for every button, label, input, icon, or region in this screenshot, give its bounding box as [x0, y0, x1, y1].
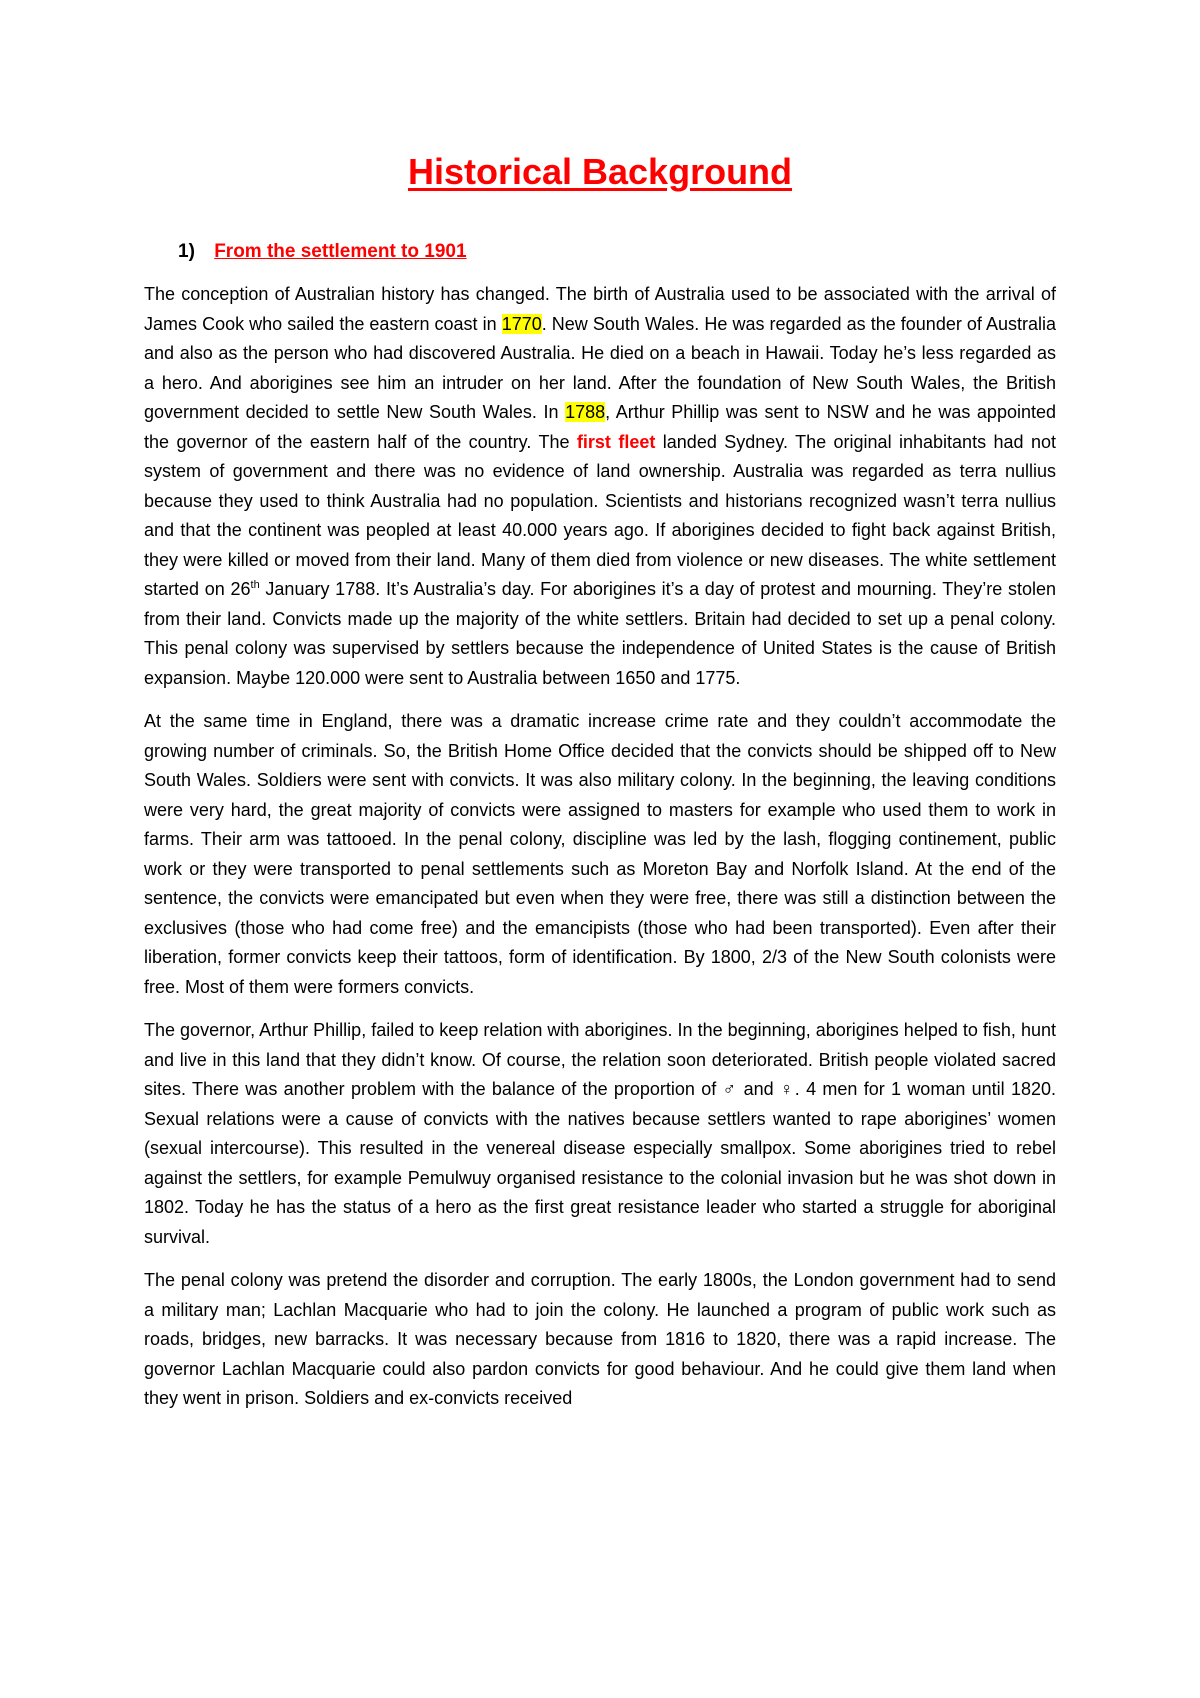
- paragraph-1-text-b: . New South Wales. He was regarded as the founder of Australia and also as the person who had discovered Australia. He died on a beach in Hawaii. Today he’s less regarded as a hero. And aborigines see him an intruder on her land. After the foundation of New South Wales, the British government decided to settle New South Wales. In: [144, 313, 1057, 422]
- section-heading: [178, 236, 1056, 268]
- paragraph-1: [144, 280, 1056, 693]
- paragraph-3: The governor, Arthur Phillip, failed to keep relation with aborigines. In the beginning, aborigines helped to fish, hunt and live in this land that they didn’t know. Of course, the relation soon deteriorated. British people violated sacred sites. There was another problem with the balance of the proportion of ♂ and ♀. 4 men for 1 woman until 1820. Sexual relations were a cause of convicts with the natives because settlers wanted to rape aborigines’ women (sexual intercourse). This resulted in the venereal disease especially smallpox. Some aborigines tried to rebel against the settlers, for example Pemulwuy organised resistance to the colonial invasion but he was shot down in 1802. Today he has the status of a hero as the first great resistance leader who started a struggle for aboriginal survival.: [144, 1020, 1056, 1247]
- paragraph-1-text-c: , Arthur Phillip was sent to NSW and he was appointed the governor of the eastern half of the country. The: [144, 402, 1057, 452]
- paragraph-2: At the same time in England, there was a dramatic increase crime rate and they couldn’t accommodate the growing number of criminals. So, the British Home Office decided that the convicts should be shipped off to New South Wales. Soldiers were sent with convicts. It was also military colony. In the beginning, the leaving conditions were very hard, the great majority of convicts were assigned to masters for example who used them to work in farms. Their arm was tattooed. In the penal colony, discipline was led by the lash, flogging continement, public work or they were transported to penal settlements such as Moreton Bay and Norfolk Island. At the end of the sentence, the convicts were emancipated but even when they were free, there was still a distinction between the exclusives (those who had come free) and the emancipists (those who had been transported). Even after their liberation, former convicts keep their tattoos, form of identification. By 1800, 2/3 of the New South colonists were free. Most of them were formers convicts.: [144, 711, 1056, 997]
- paragraph-1-text-d: landed Sydney. The original inhabitants had not system of government and there was no evidence of land ownership. Australia was regarded as terra nullius because they used to think Australia had no population. Scientists and historians recognized wasn’t terra nullius and that the continent was peopled at least 40.000 years ago. If aborigines decided to fight back against British, they were killed or moved from their land. Many of them died from violence or new diseases. The white settlement started on 26: [144, 431, 1056, 599]
- section-number: 1): [178, 241, 195, 262]
- highlighted-year-1770: 1770: [501, 313, 542, 334]
- paragraph-4: The penal colony was pretend the disorder and corruption. The early 1800s, the London government had to send a military man; Lachlan Macquarie who had to join the colony. He launched a program of public work such as roads, bridges, new barracks. It was necessary because from 1816 to 1820, there was a rapid increase. The governor Lachlan Macquarie could also pardon convicts for good behaviour. And he could give them land when they went in prison. Soldiers and ex-convicts received: [144, 1270, 1056, 1408]
- paragraph-1-text-e: January 1788. It’s Australia’s day. For aborigines it’s a day of protest and mourning. They’re stolen from their land. Convicts made up the majority of the white settlers. Britain had decided to set up a penal colony. This penal colony was supervised by settlers because the independence of United States is the cause of British expansion. Maybe 120.000 were sent to Australia between 1650 and 1775.: [144, 579, 1056, 688]
- section-title: From the settlement to 1901: [214, 241, 467, 262]
- document-title: Historical Background: [407, 151, 793, 192]
- ordinal-superscript: th: [250, 579, 260, 591]
- term-first-fleet: first fleet: [576, 431, 656, 452]
- paragraph-1-text-a: The conception of Australian history has changed. The birth of Australia used to be associated with the arrival of James Cook who sailed the eastern coast in: [144, 284, 1056, 334]
- highlighted-year-1788: 1788: [565, 402, 606, 422]
